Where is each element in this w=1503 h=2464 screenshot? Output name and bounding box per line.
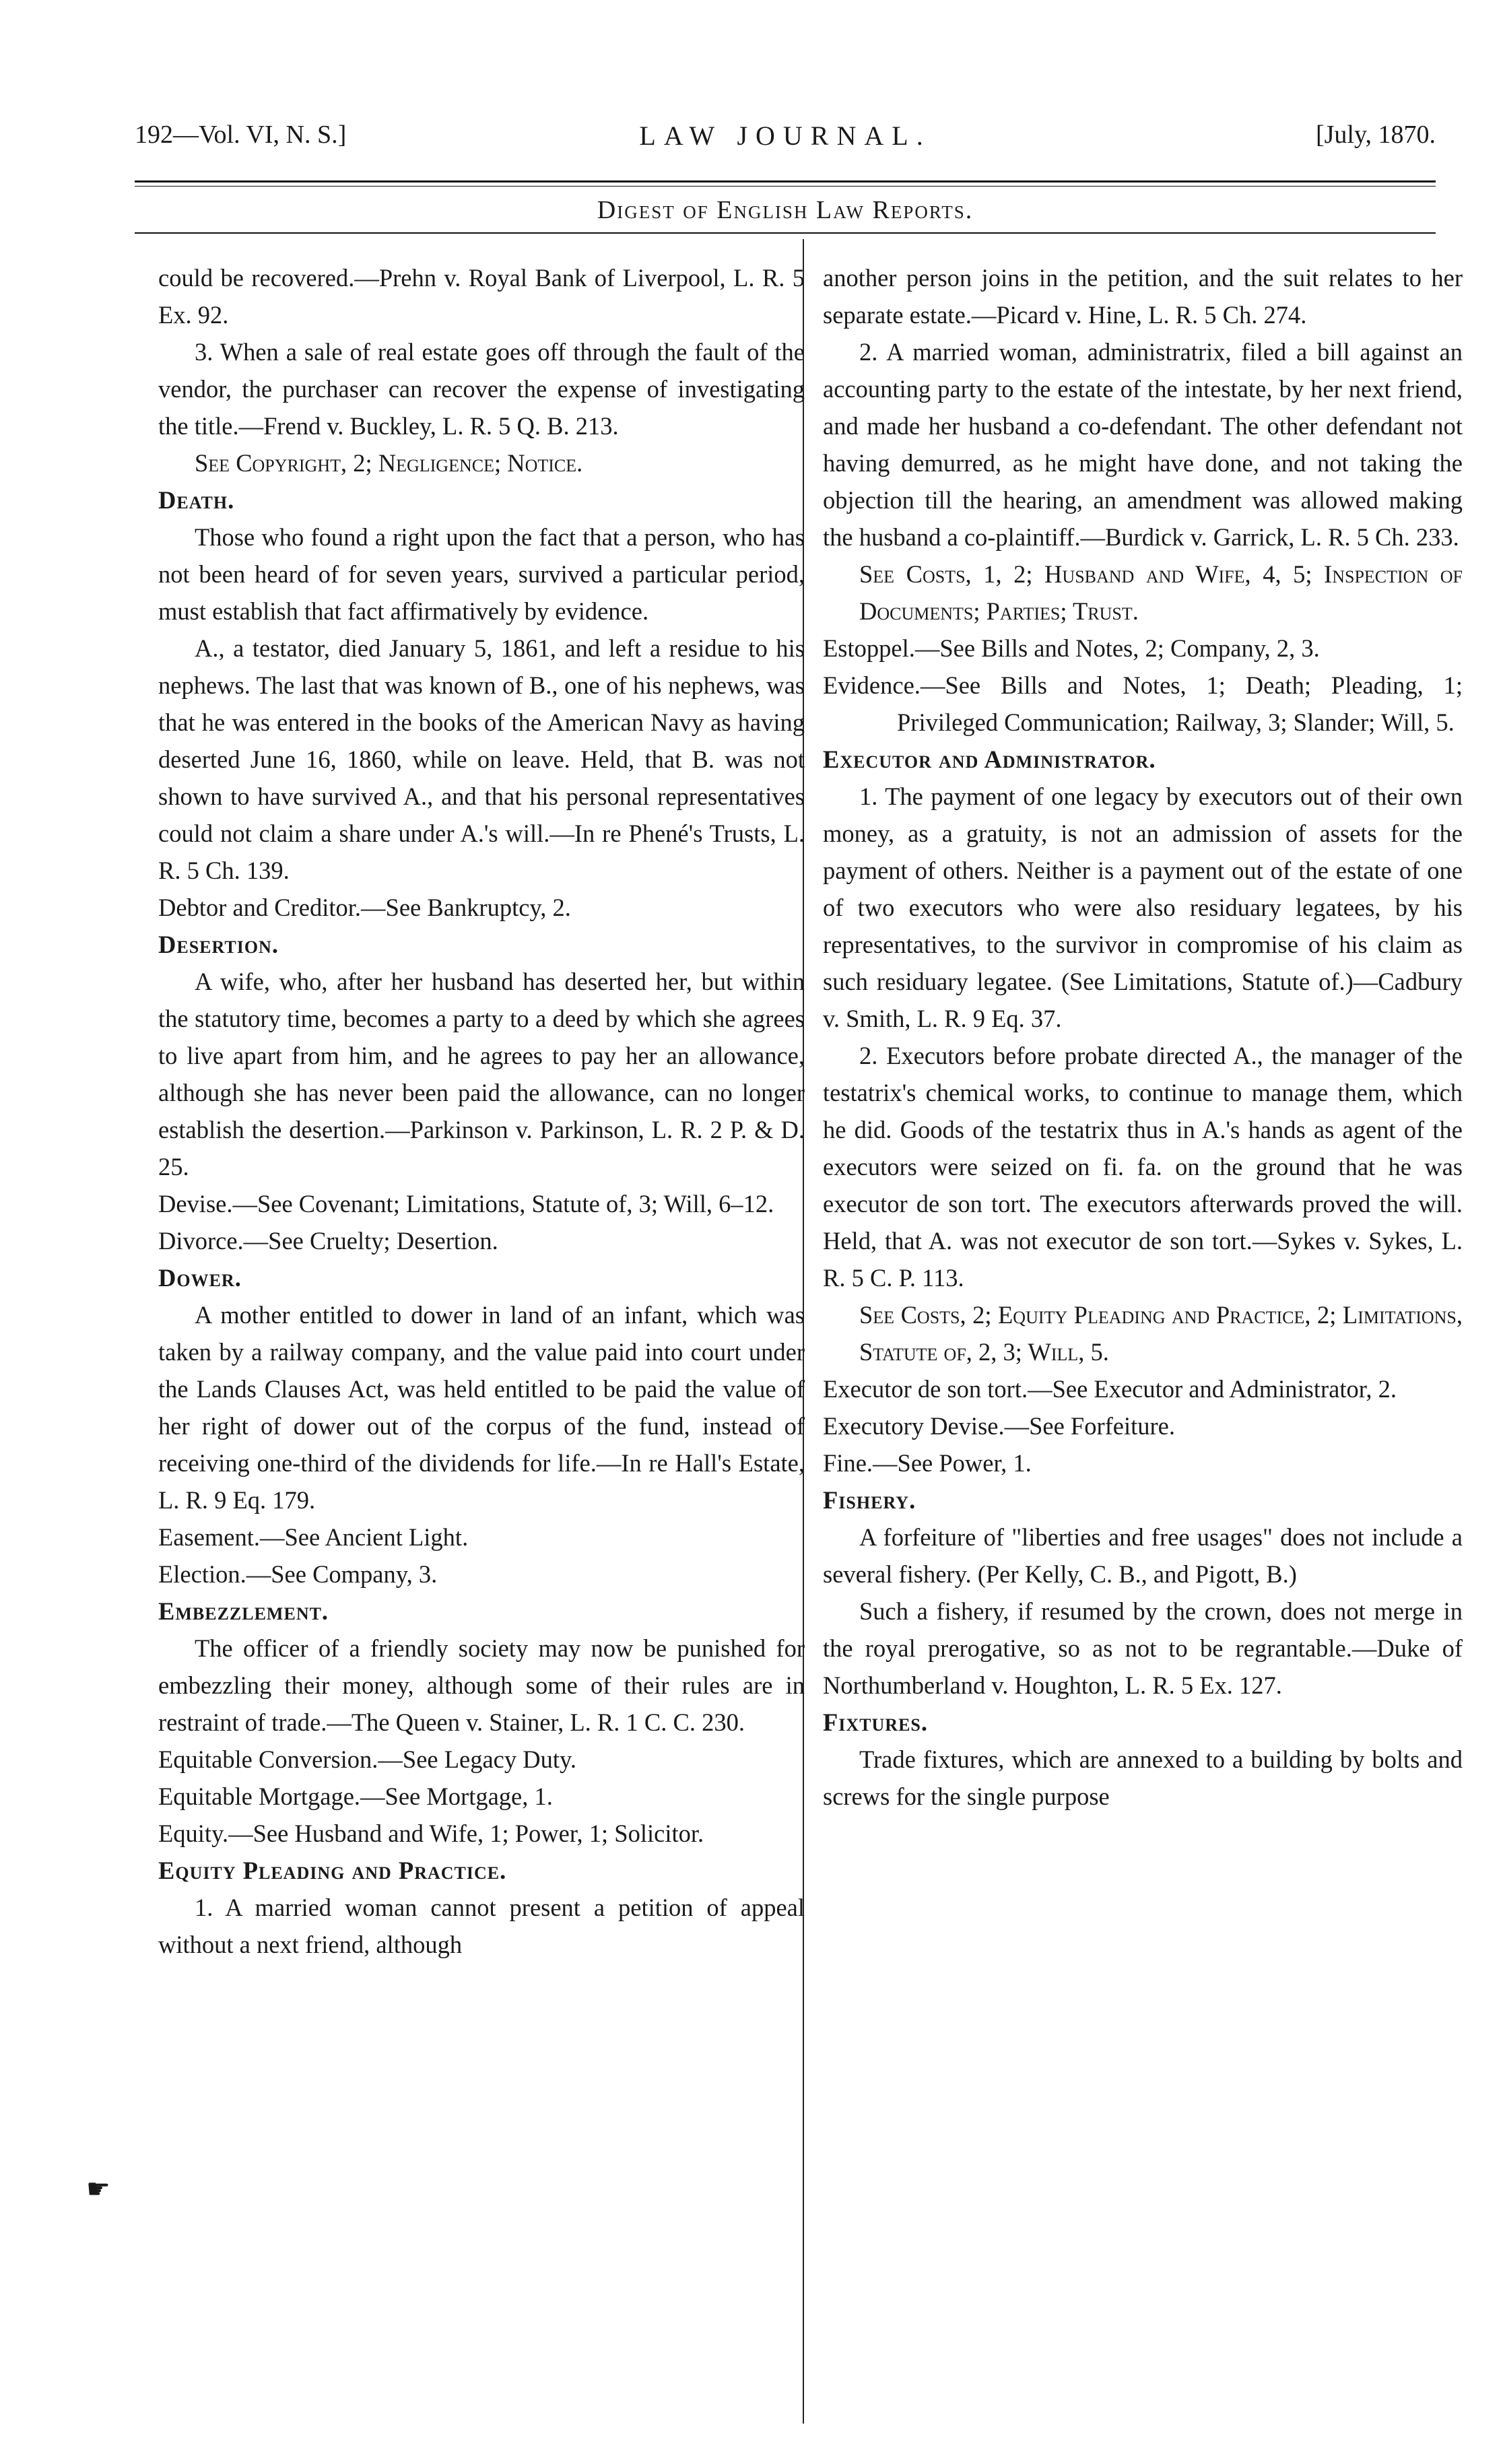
running-header: [135, 120, 1436, 160]
digest-entry: Executor de son tort.—See Executor and Administrator, 2.: [823, 1375, 1397, 1403]
digest-heading: Equity Pleading and Practice.: [158, 1857, 507, 1884]
digest-heading: Desertion.: [158, 931, 279, 958]
digest-entry: Evidence.—See Bills and Notes, 1; Death; Pleading, 1; Privileged Communication; Railway, 3; Slander; Will, 5.: [823, 671, 1463, 736]
digest-heading: Embezzlement.: [158, 1597, 329, 1625]
digest-entry: Divorce.—See Cruelty; Desertion.: [158, 1227, 498, 1255]
digest-paragraph: A., a testator, died January 5, 1861, and left a residue to his nephews. The last that was known of B., one of his nephews, was that he was entered in the books of the American Navy as having deserted June 16, 1860, while on leave. Held, that B. was not shown to have survived A., and that his personal representatives could not claim a share under A.'s will.—In re Phené's Trusts, L. R. 5 Ch. 139.: [158, 634, 805, 884]
digest-paragraph: 2. Executors before probate directed A., the manager of the testatrix's chemical works, to continue to manage them, which he did. Goods of the testatrix thus in A.'s hands as agent of the executors were seized on fi. fa. on the ground that he was executor de son tort. The executors afterwards proved the will. Held, that A. was not executor de son tort.—Sykes v. Sykes, L. R. 5 C. P. 113.: [823, 1042, 1463, 1292]
digest-paragraph: A mother entitled to dower in land of an infant, which was taken by a railway company, and the value paid into court under the Lands Clauses Act, was held entitled to be paid the value of her right of dower out of the corpus of the fund, instead of receiving one-third of the dividends for life.—In re Hall's Estate, L. R. 9 Eq. 179.: [158, 1301, 805, 1514]
digest-entry: Devise.—See Covenant; Limitations, Statute of, 3; Will, 6–12.: [158, 1190, 774, 1218]
section-title: Digest of English Law Reports.: [597, 196, 974, 224]
digest-heading: Fishery.: [823, 1486, 916, 1514]
right-column: [823, 259, 1463, 2424]
digest-entry: Executory Devise.—See Forfeiture.: [823, 1412, 1175, 1440]
digest-entry: Equity.—See Husband and Wife, 1; Power, 1; Solicitor.: [158, 1820, 704, 1847]
digest-heading: Fixtures.: [823, 1708, 929, 1736]
digest-entry: Fine.—See Power, 1.: [823, 1449, 1032, 1477]
digest-entry: Election.—See Company, 3.: [158, 1560, 438, 1588]
digest-paragraph: 1. The payment of one legacy by executors out of their own money, as a gratuity, is not an admission of assets for the payment of others. Neither is a payment out of the estate of one of two executors who were also residuary legatees, by his representatives, to the survivor in compromise of his claim as such residuary legatee. (See Limitations, Statute of.)—Cadbury v. Smith, L. R. 9 Eq. 37.: [823, 783, 1463, 1032]
digest-paragraph: A forfeiture of "liberties and free usages" does not include a several fishery. (Per Kelly, C. B., and Pigott, B.): [823, 1523, 1463, 1588]
digest-paragraph: another person joins in the petition, and the suit relates to her separate estate.—Picard v. Hine, L. R. 5 Ch. 274.: [823, 264, 1463, 329]
digest-paragraph: 1. A married woman cannot present a petition of appeal without a next friend, although: [158, 1894, 805, 1958]
digest-paragraph: 2. A married woman, administratrix, filed a bill against an accounting party to the estate of the intestate, by her next friend, and made her husband a co-defendant. The other defendant not having demurred, as he might have done, and not taking the objection till the hearing, an amendment was allowed making the husband a co-plaintiff.—Burdick v. Garrick, L. R. 5 Ch. 233.: [823, 338, 1463, 551]
digest-entry: Easement.—See Ancient Light.: [158, 1523, 469, 1551]
digest-paragraph: The officer of a friendly society may now be punished for embezzling their money, although some of their rules are in restraint of trade.—The Queen v. Stainer, L. R. 1 C. C. 230.: [158, 1634, 805, 1736]
digest-entry: Debtor and Creditor.—See Bankruptcy, 2.: [158, 894, 571, 921]
digest-entry: Estoppel.—See Bills and Notes, 2; Company, 2, 3.: [823, 634, 1320, 662]
digest-paragraph: A wife, who, after her husband has deserted her, but within the statutory time, becomes a party to a deed by which she agrees to live apart from him, and he agrees to pay her an allowance, although she has never been paid the allowance, can no longer establish the desertion.—Parkinson v. Parkinson, L. R. 2 P. & D. 25.: [158, 968, 805, 1180]
digest-paragraph: Trade fixtures, which are annexed to a building by bolts and screws for the single purpose: [823, 1745, 1463, 1810]
header-date: [July, 1870.: [1315, 121, 1436, 149]
header-title: LAW JOURNAL.: [639, 121, 931, 151]
digest-entry: Equitable Mortgage.—See Mortgage, 1.: [158, 1783, 553, 1810]
digest-paragraph: Those who found a right upon the fact that a person, who has not been heard of for seven years, survived a particular period, must establish that fact affirmatively by evidence.: [158, 523, 805, 625]
digest-paragraph: could be recovered.—Prehn v. Royal Bank of Liverpool, L. R. 5 Ex. 92.: [158, 264, 805, 329]
header-volume: 192—Vol. VI, N. S.]: [135, 121, 347, 149]
cross-reference: See Costs, 2; Equity Pleading and Practice, 2; Limitations, Statute of, 2, 3; Will, 5.: [859, 1301, 1463, 1366]
cross-reference: See Costs, 1, 2; Husband and Wife, 4, 5; Inspection of Documents; Parties; Trust.: [859, 560, 1463, 625]
left-column: [158, 259, 805, 2424]
digest-paragraph: Such a fishery, if resumed by the crown, does not merge in the royal prerogative, so as not to be regrantable.—Duke of Northumberland v. Houghton, L. R. 5 Ex. 127.: [823, 1597, 1463, 1699]
hand-pointer-icon: ☛: [86, 2174, 110, 2205]
digest-heading: Death.: [158, 486, 235, 514]
digest-paragraph: 3. When a sale of real estate goes off through the fault of the vendor, the purchaser can recover the expense of investigating the title.—Frend v. Buckley, L. R. 5 Q. B. 213.: [158, 338, 805, 440]
section-rule: [135, 232, 1436, 234]
digest-heading: Executor and Administrator.: [823, 745, 1156, 773]
digest-heading: Dower.: [158, 1264, 242, 1292]
header-rule: [135, 180, 1436, 182]
header-rule-thin: [135, 186, 1436, 187]
cross-reference: See Copyright, 2; Negligence; Notice.: [195, 449, 583, 477]
digest-entry: Equitable Conversion.—See Legacy Duty.: [158, 1745, 577, 1773]
